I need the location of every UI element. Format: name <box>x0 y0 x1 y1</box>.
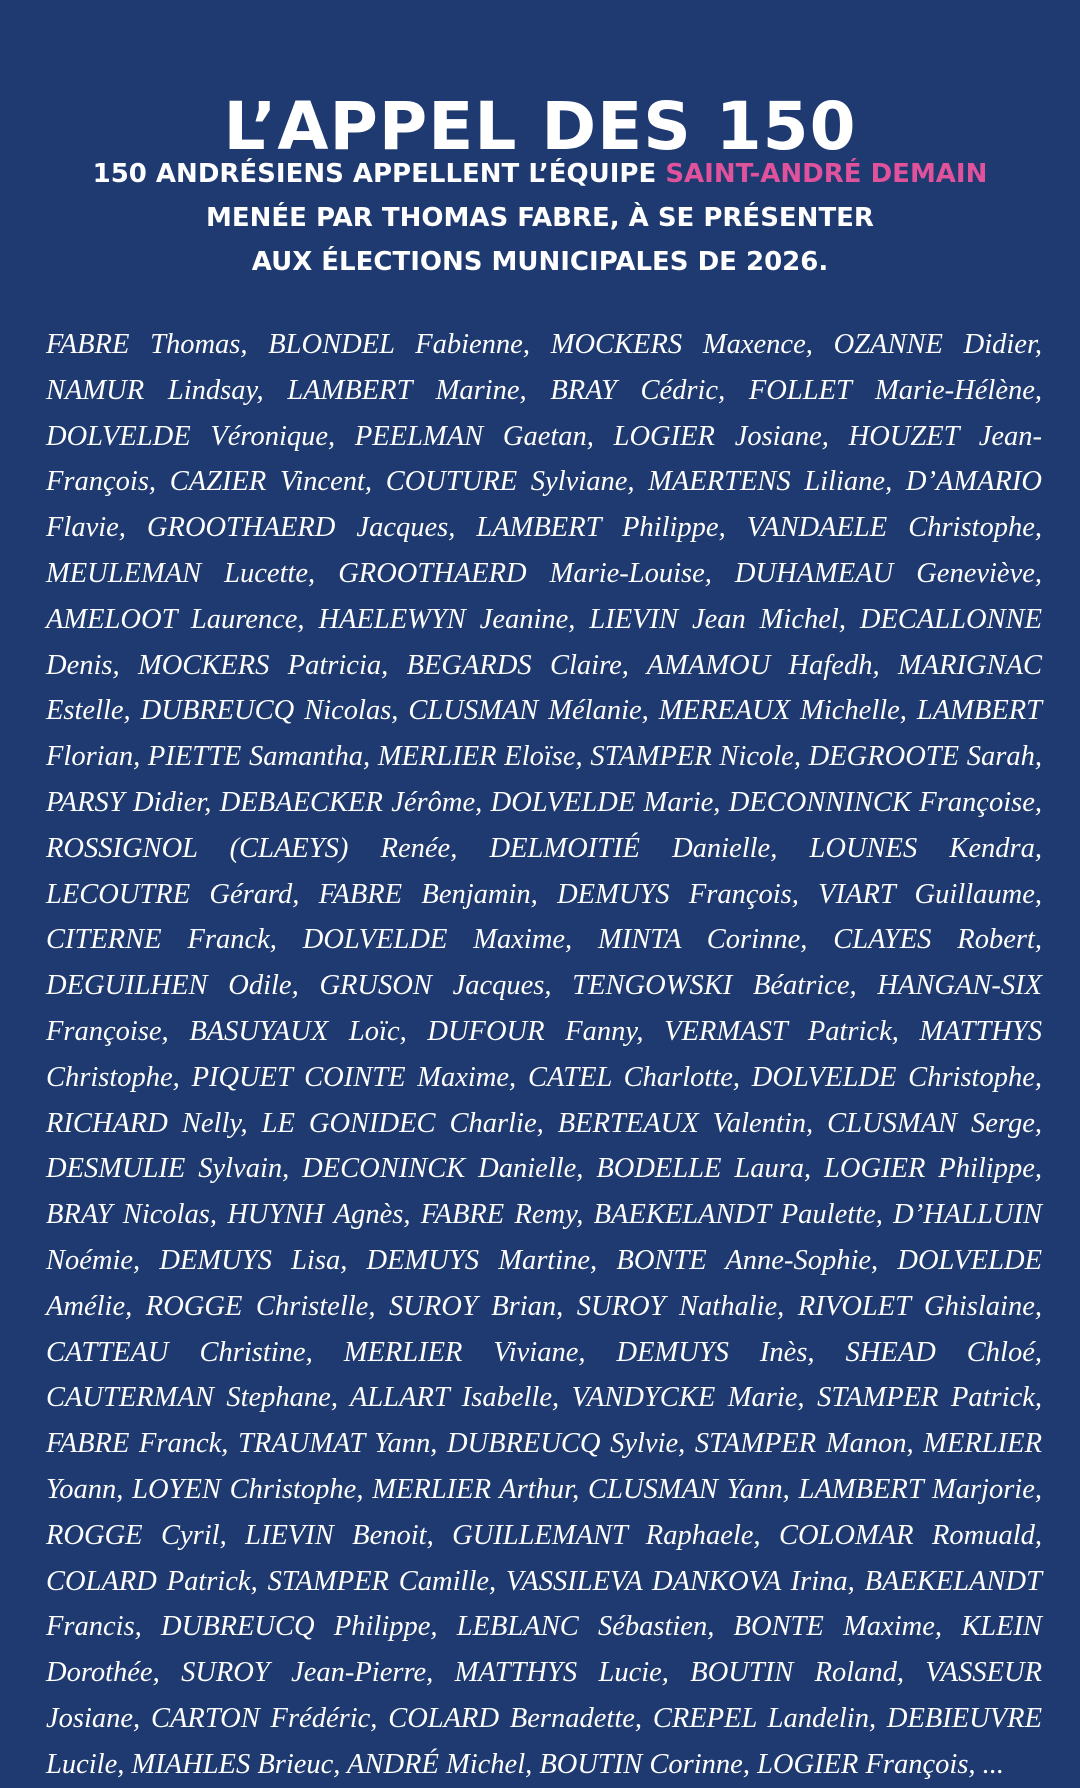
poster-title: L’APPEL DES 150 <box>223 88 857 166</box>
subtitle-line-2: MENÉE PAR THOMAS FABRE, À SE PRÉSENTER <box>206 203 874 233</box>
subtitle-line-3: AUX ÉLECTIONS MUNICIPALES DE 2026. <box>251 247 829 277</box>
subtitle <box>40 152 1040 284</box>
subtitle-line-1-text: 150 ANDRÉSIENS APPELLENT L’ÉQUIPE <box>92 159 657 189</box>
team-name-highlight: SAINT-ANDRÉ DEMAIN <box>665 159 988 189</box>
signatories-list: FABRE Thomas, BLONDEL Fabienne, MOCKERS Maxence, OZANNE Didier, NAMUR Lindsay, LAMBERT Marine, BRAY Cédric, FOLLET Marie-Hélène, DOLVELDE Véronique, PEELMAN Gaetan, LOGIER Josiane, HOUZET Jean-François, CAZIER Vincent, COUTURE Sylviane, MAERTENS Liliane, D’AMARIO Flavie, GROOTHAERD Jacques, LAMBERT Philippe, VANDAELE Christophe, MEULEMAN Lucette, GROOTHAERD Marie-Louise, DUHAMEAU Geneviève, AMELOOT Laurence, HAELEWYN Jeanine, LIEVIN Jean Michel, DECALLONNE Denis, MOCKERS Patricia, BEGARDS Claire, AMAMOU Hafedh, MARIGNAC Estelle, DUBREUCQ Nicolas, CLUSMAN Mélanie, MEREAUX Michelle, LAMBERT Florian, PIETTE Samantha, MERLIER Eloïse, STAMPER Nicole, DEGROOTE Sarah, PARSY Didier, DEBAECKER Jérôme, DOLVELDE Marie, DECONNINCK Françoise, ROSSIGNOL (CLAEYS) Renée, DELMOITIÉ Danielle, LOUNES Kendra, LECOUTRE Gérard, FABRE Benjamin, DEMUYS François, VIART Guillaume, CITERNE Franck, DOLVELDE Maxime, MINTA Corinne, CLAYES Robert, DEGUILHEN Odile, GRUSON Jacques, TENGOWSKI Béatrice, HANGAN-SIX Françoise, BASUYAUX Loïc, DUFOUR Fanny, VERMAST Patrick, MATTHYS Christophe, PIQUET COINTE Maxime, CATEL Charlotte, DOLVELDE Christophe, RICHARD Nelly, LE GONIDEC Charlie, BERTEAUX Valentin, CLUSMAN Serge, DESMULIE Sylvain, DECONINCK Danielle, BODELLE Laura, LOGIER Philippe, BRAY Nicolas, HUYNH Agnès, FABRE Remy, BAEKELANDT Paulette, D’HALLUIN Noémie, DEMUYS Lisa, DEMUYS Martine, BONTE Anne-Sophie, DOLVELDE Amélie, ROGGE Christelle, SUROY Brian, SUROY Nathalie, RIVOLET Ghislaine, CATTEAU Christine, MERLIER Viviane, DEMUYS Inès, SHEAD Chloé, CAUTERMAN Stephane, ALLART Isabelle, VANDYCKE Marie, STAMPER Patrick, FABRE Franck, TRAUMAT Yann, DUBREUCQ Sylvie, STAMPER Manon, MERLIER Yoann, LOYEN Christophe, MERLIER Arthur, CLUSMAN Yann, LAMBERT Marjorie, ROGGE Cyril, LIEVIN Benoit, GUILLEMANT Raphaele, COLOMAR Romuald, COLARD Patrick, STAMPER Camille, VASSILEVA DANKOVA Irina, BAEKELANDT Francis, DUBREUCQ Philippe, LEBLANC Sébastien, BONTE Maxime, KLEIN Dorothée, SUROY Jean-Pierre, MATTHYS Lucie, BOUTIN Roland, VASSEUR Josiane, CARTON Frédéric, COLARD Bernadette, CREPEL Landelin, DEBIEUVRE Lucile, MIAHLES Brieuc, ANDRÉ Michel, BOUTIN Corinne, LOGIER François, ... <box>46 329 1042 1780</box>
subtitle-line-1 <box>40 152 1040 196</box>
